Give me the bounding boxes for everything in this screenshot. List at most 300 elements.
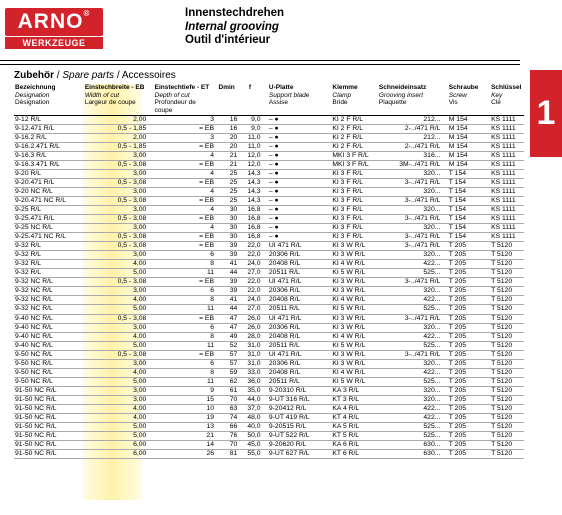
cell-f: 26,0 xyxy=(247,323,261,331)
header-grooving-insert xyxy=(378,84,441,115)
header-support-blade xyxy=(268,84,331,115)
cell-width-of-cut: 2,00 xyxy=(133,115,147,123)
cell-width-of-cut: 0,5 - 3,08 xyxy=(117,314,147,322)
cell-key: T 5120 xyxy=(491,260,513,268)
cell-key: T 5120 xyxy=(491,287,513,295)
table-header xyxy=(14,84,524,115)
cell-key: T 5120 xyxy=(491,278,513,286)
cell-width-of-cut: 0,5 - 3,08 xyxy=(117,278,147,286)
cell-designation: 9-12.471 R/L xyxy=(15,124,55,132)
cell-depth-of-cut: 4 xyxy=(210,205,215,213)
header-key xyxy=(490,84,524,115)
cell-width-of-cut: 5,00 xyxy=(133,377,147,385)
cell-width-of-cut: 6,00 xyxy=(133,450,147,458)
cell-width-of-cut: 5,00 xyxy=(133,269,147,277)
cell-dmin: 25 xyxy=(229,169,238,177)
cell-f: 33,0 xyxy=(247,368,261,376)
cell-grooving-insert: 212... xyxy=(423,133,441,141)
cell-depth-of-cut: = EB xyxy=(199,142,215,150)
section-sep: / xyxy=(54,70,63,81)
cell-depth-of-cut: = EB xyxy=(199,178,215,186)
header-designation-en: Designation xyxy=(15,91,50,99)
table-row xyxy=(14,323,524,332)
cell-screw: T 205 xyxy=(448,251,467,259)
table-row xyxy=(14,151,524,160)
cell-depth-of-cut: = EB xyxy=(199,124,215,132)
cell-clamp: KI 4 W R/L xyxy=(332,368,366,376)
cell-dmin: 62 xyxy=(229,377,238,385)
header-dmin xyxy=(215,84,238,115)
cell-depth-of-cut: 6 xyxy=(210,323,215,331)
table-row xyxy=(14,395,524,404)
cell-depth-of-cut: 10 xyxy=(206,405,215,412)
cell-support-blade: 20511 R/L xyxy=(268,377,300,385)
cell-width-of-cut: 3,00 xyxy=(133,251,147,259)
table-row xyxy=(14,196,524,205)
cell-clamp: KT 4 R/L xyxy=(332,414,360,422)
table-row xyxy=(14,133,524,142)
cell-designation: 9-50 NC R/L xyxy=(15,350,53,358)
cell-designation: 9-40 NC R/L xyxy=(15,314,53,322)
cell-depth-of-cut: 13 xyxy=(206,423,215,431)
cell-designation: 91-50 NC R/L xyxy=(15,441,57,449)
cell-dmin: 74 xyxy=(229,414,238,422)
cell-clamp: KI 3 F R/L xyxy=(332,178,363,186)
cell-clamp: KI 3 W R/L xyxy=(332,359,366,367)
section-fr: Accessoires xyxy=(121,70,176,81)
title-en: Internal grooving xyxy=(185,20,279,33)
cell-grooving-insert: 3M-../471 R/L xyxy=(399,160,441,168)
cell-key: KS 1111 xyxy=(491,169,516,177)
cell-dmin: 70 xyxy=(229,395,238,403)
cell-screw: T 205 xyxy=(448,368,467,376)
cell-dmin: 30 xyxy=(229,233,238,241)
cell-clamp: KI 3 W R/L xyxy=(332,251,366,259)
cell-support-blade: 20408 R/L xyxy=(268,368,301,376)
cell-key: T 5120 xyxy=(491,423,513,431)
cell-clamp: KA 5 R/L xyxy=(332,423,360,431)
cell-depth-of-cut: 8 xyxy=(210,260,215,268)
cell-key: T 5120 xyxy=(491,368,513,376)
cell-designation: 9-16.2.471 R/L xyxy=(15,142,60,150)
cell-support-blade: – ● xyxy=(268,169,279,177)
cell-f: 22,0 xyxy=(247,287,261,295)
header-clamp xyxy=(331,84,378,115)
cell-grooving-insert: 320... xyxy=(423,359,441,367)
cell-depth-of-cut: 14 xyxy=(206,441,215,449)
cell-support-blade: UI 471 R/L xyxy=(268,350,302,358)
header-rule-2 xyxy=(0,64,520,65)
cell-dmin: 41 xyxy=(229,296,238,304)
cell-designation: 9-50 NC R/L xyxy=(15,377,53,385)
cell-depth-of-cut: 11 xyxy=(206,341,215,349)
cell-dmin: 52 xyxy=(229,341,238,349)
cell-width-of-cut: 0,5 - 3,08 xyxy=(117,196,147,204)
cell-key: KS 1111 xyxy=(491,178,516,186)
header-designation-fr: Désignation xyxy=(15,99,50,107)
cell-clamp: KI 4 W R/L xyxy=(332,332,366,340)
header-designation-de: Bezeichnung xyxy=(15,84,56,91)
cell-dmin: 30 xyxy=(229,205,238,213)
cell-support-blade: 9-UT 316 R/L xyxy=(268,395,310,403)
cell-grooving-insert: 630... xyxy=(423,450,441,458)
header-designation xyxy=(14,84,84,115)
title-de: Innenstechdrehen xyxy=(185,7,285,19)
cell-key: KS 1111 xyxy=(491,115,516,123)
cell-dmin: 47 xyxy=(229,323,238,331)
cell-screw: T 154 xyxy=(448,224,467,232)
table-row xyxy=(14,405,524,414)
cell-dmin: 59 xyxy=(229,368,238,376)
cell-dmin: 16 xyxy=(229,124,238,132)
cell-screw: T 154 xyxy=(448,205,467,213)
cell-depth-of-cut: 11 xyxy=(206,269,215,277)
section-heading xyxy=(14,70,176,81)
table-body xyxy=(14,115,524,459)
cell-screw: T 154 xyxy=(448,196,467,204)
cell-clamp: KT 5 R/L xyxy=(332,432,360,440)
cell-key: KS 1111 xyxy=(491,151,516,159)
cell-f: 9,0 xyxy=(251,115,261,123)
header-clamp-de: Klemme xyxy=(332,84,358,91)
cell-clamp: KI 2 F R/L xyxy=(332,124,363,132)
cell-screw: T 205 xyxy=(448,242,467,250)
cell-clamp: KI 3 F R/L xyxy=(332,215,363,223)
cell-designation: 9-50 NC R/L xyxy=(15,368,53,376)
cell-grooving-insert: 320... xyxy=(423,205,441,213)
cell-dmin: 25 xyxy=(229,187,238,195)
table-row xyxy=(14,450,524,459)
cell-width-of-cut: 4,00 xyxy=(133,368,147,376)
cell-designation: 9-16.3.471 R/L xyxy=(15,160,60,168)
cell-f: 45,0 xyxy=(247,441,261,449)
cell-key: KS 1111 xyxy=(491,160,516,168)
cell-support-blade: 9-UT 522 R/L xyxy=(268,432,310,440)
cell-screw: T 154 xyxy=(448,215,467,223)
cell-f: 14,3 xyxy=(247,169,261,177)
cell-support-blade: 9-20515 R/L xyxy=(268,423,307,431)
table-row xyxy=(14,224,524,233)
cell-width-of-cut: 4,00 xyxy=(133,296,147,304)
cell-dmin: 39 xyxy=(229,287,238,295)
cell-designation: 9-40 NC R/L xyxy=(15,323,53,331)
cell-dmin: 20 xyxy=(229,133,238,141)
header-depth-of-cut-fr: Profondeur de coupe xyxy=(154,99,196,114)
cell-designation: 9-32 R/L xyxy=(15,269,42,277)
cell-grooving-insert: 316... xyxy=(423,151,441,159)
cell-key: KS 1111 xyxy=(491,124,516,132)
cell-designation: 91-50 NC R/L xyxy=(15,450,57,458)
cell-width-of-cut: 5,00 xyxy=(133,423,147,431)
cell-f: 16,8 xyxy=(247,205,261,213)
cell-support-blade: 9-20310 R/L xyxy=(268,386,307,394)
cell-support-blade: 9-20412 R/L xyxy=(268,405,307,412)
cell-support-blade: 9-20620 R/L xyxy=(268,441,307,449)
cell-dmin: 30 xyxy=(229,215,238,223)
cell-f: 31,0 xyxy=(247,341,261,349)
header-width-of-cut-de: Einstechbreite - EB xyxy=(84,84,145,91)
cell-key: KS 1111 xyxy=(491,205,516,213)
header-dmin-de: Dmin xyxy=(218,84,235,91)
cell-grooving-insert: 320... xyxy=(423,251,441,259)
cell-clamp: KI 3 F R/L xyxy=(332,187,363,195)
cell-support-blade: 20408 R/L xyxy=(268,332,301,340)
cell-support-blade: – ● xyxy=(268,187,279,195)
cell-width-of-cut: 0,5 - 1,85 xyxy=(117,124,147,132)
cell-depth-of-cut: 4 xyxy=(210,224,215,232)
cell-screw: T 154 xyxy=(448,169,467,177)
cell-support-blade: UI 471 R/L xyxy=(268,314,302,322)
cell-support-blade: – ● xyxy=(268,224,279,232)
cell-key: T 5120 xyxy=(491,251,513,259)
cell-grooving-insert: 525... xyxy=(423,305,441,313)
cell-width-of-cut: 3,00 xyxy=(133,169,147,177)
cell-clamp: KI 2 F R/L xyxy=(332,115,363,123)
cell-f: 12,0 xyxy=(247,151,261,159)
cell-dmin: 39 xyxy=(229,242,238,250)
cell-dmin: 44 xyxy=(229,269,238,277)
cell-key: T 5120 xyxy=(491,441,513,449)
cell-screw: T 205 xyxy=(448,296,467,304)
table-row xyxy=(14,377,524,386)
cell-grooving-insert: 320... xyxy=(423,323,441,331)
cell-grooving-insert: 3-../471 R/L xyxy=(404,278,441,286)
header-support-blade-fr: Assise xyxy=(268,99,289,107)
spare-parts-table xyxy=(14,84,524,459)
cell-f: 11,0 xyxy=(247,142,261,150)
cell-width-of-cut: 3,00 xyxy=(133,187,147,195)
cell-f: 27,0 xyxy=(247,269,261,277)
cell-designation: 9-25 R/L xyxy=(15,205,42,213)
cell-key: T 5120 xyxy=(491,405,513,412)
table-row xyxy=(14,359,524,368)
cell-screw: T 205 xyxy=(448,359,467,367)
cell-screw: T 205 xyxy=(448,269,467,277)
cell-screw: T 205 xyxy=(448,323,467,331)
cell-dmin: 30 xyxy=(229,224,238,232)
header-key-en: Key xyxy=(491,91,503,99)
cell-width-of-cut: 3,00 xyxy=(133,395,147,403)
cell-f: 14,3 xyxy=(247,187,261,195)
table-row xyxy=(14,124,524,133)
cell-grooving-insert: 525... xyxy=(423,341,441,349)
cell-depth-of-cut: 8 xyxy=(210,296,215,304)
cell-key: KS 1111 xyxy=(491,224,516,232)
cell-dmin: 39 xyxy=(229,251,238,259)
cell-designation: 9-32 R/L xyxy=(15,251,42,259)
cell-clamp: KI 3 F R/L xyxy=(332,205,363,213)
cell-width-of-cut: 3,00 xyxy=(133,224,147,232)
cell-support-blade: – ● xyxy=(268,124,279,132)
cell-f: 22,0 xyxy=(247,278,261,286)
cell-f: 37,0 xyxy=(247,405,261,412)
cell-depth-of-cut: 15 xyxy=(206,395,215,403)
header-key-fr: Clé xyxy=(491,99,501,107)
cell-dmin: 81 xyxy=(229,450,238,458)
cell-designation: 9-20.471 R/L xyxy=(15,178,55,186)
header-grooving-insert-fr: Plaquette xyxy=(378,99,407,107)
cell-depth-of-cut: 3 xyxy=(210,133,215,141)
cell-clamp: KI 3 W R/L xyxy=(332,287,366,295)
arno-logo xyxy=(5,8,103,48)
cell-designation: 9-25 NC R/L xyxy=(15,224,53,232)
cell-screw: T 205 xyxy=(448,305,467,313)
cell-f: 40,0 xyxy=(247,423,261,431)
cell-screw: M 154 xyxy=(448,133,468,141)
cell-designation: 9-16.2 R/L xyxy=(15,133,47,141)
cell-dmin: 47 xyxy=(229,314,238,322)
cell-f: 36,0 xyxy=(247,377,261,385)
cell-designation: 91-50 NC R/L xyxy=(15,432,57,440)
cell-key: KS 1111 xyxy=(491,142,516,150)
cell-dmin: 63 xyxy=(229,405,238,412)
cell-depth-of-cut: = EB xyxy=(199,314,215,322)
cell-grooving-insert: 422... xyxy=(423,414,441,422)
cell-clamp: KI 3 F R/L xyxy=(332,169,363,177)
cell-clamp: KI 3 F R/L xyxy=(332,196,363,204)
cell-depth-of-cut: = EB xyxy=(199,350,215,358)
header-screw-de: Schraube xyxy=(448,84,479,91)
cell-f: 27,0 xyxy=(247,305,261,313)
cell-dmin: 61 xyxy=(229,386,238,394)
header-clamp-en: Clamp xyxy=(332,91,352,99)
cell-f: 35,0 xyxy=(247,386,261,394)
table-row xyxy=(14,350,524,359)
header-width-of-cut xyxy=(84,84,147,115)
cell-f: 24,0 xyxy=(247,260,261,268)
cell-clamp: KI 2 F R/L xyxy=(332,133,363,141)
cell-support-blade: 20408 R/L xyxy=(268,296,301,304)
cell-key: T 5120 xyxy=(491,395,513,403)
cell-designation: 91-50 NC R/L xyxy=(15,386,57,394)
cell-depth-of-cut: 6 xyxy=(210,287,215,295)
cell-designation: 91-50 NC R/L xyxy=(15,405,57,412)
cell-depth-of-cut: 4 xyxy=(210,151,215,159)
cell-grooving-insert: 320... xyxy=(423,224,441,232)
cell-depth-of-cut: 11 xyxy=(206,377,215,385)
cell-depth-of-cut: = EB xyxy=(199,233,215,241)
cell-screw: T 205 xyxy=(448,432,467,440)
section-sep: / xyxy=(114,70,122,81)
cell-screw: T 205 xyxy=(448,341,467,349)
header-width-of-cut-fr: Largeur de coupe xyxy=(84,99,136,107)
cell-grooving-insert: 320... xyxy=(423,187,441,195)
cell-screw: T 205 xyxy=(448,350,467,358)
table-row xyxy=(14,432,524,441)
cell-clamp: KI 3 W R/L xyxy=(332,278,366,286)
cell-grooving-insert: 525... xyxy=(423,269,441,277)
cell-depth-of-cut: = EB xyxy=(199,215,215,223)
cell-grooving-insert: 2-../471 R/L xyxy=(404,142,441,150)
header-depth-of-cut-en: Depth of cut xyxy=(154,91,190,99)
cell-dmin: 70 xyxy=(229,441,238,449)
header-screw-en: Screw xyxy=(448,91,467,99)
cell-f: 12,0 xyxy=(247,160,261,168)
cell-screw: T 205 xyxy=(448,287,467,295)
header-f-de: f xyxy=(248,84,251,91)
cell-depth-of-cut: 9 xyxy=(210,386,215,394)
cell-support-blade: 20511 R/L xyxy=(268,341,300,349)
table-row xyxy=(14,423,524,432)
cell-grooving-insert: 3-../471 R/L xyxy=(404,314,441,322)
table-row xyxy=(14,142,524,151)
cell-depth-of-cut: = EB xyxy=(199,278,215,286)
table-row xyxy=(14,178,524,187)
cell-clamp: KI 4 W R/L xyxy=(332,260,366,268)
cell-width-of-cut: 0,5 - 1,85 xyxy=(117,142,147,150)
cell-designation: 9-20.471 NC R/L xyxy=(15,196,67,204)
cell-support-blade: – ● xyxy=(268,233,279,241)
cell-clamp: KI 3 W R/L xyxy=(332,350,366,358)
cell-clamp: KI 3 F R/L xyxy=(332,233,363,241)
cell-dmin: 57 xyxy=(229,359,238,367)
cell-f: 24,0 xyxy=(247,296,261,304)
cell-dmin: 66 xyxy=(229,423,238,431)
header-depth-of-cut-de: Einstechtiefe - ET xyxy=(154,84,210,91)
cell-support-blade: 20306 R/L xyxy=(268,251,301,259)
cell-dmin: 25 xyxy=(229,178,238,186)
table-row xyxy=(14,251,524,260)
table-row xyxy=(14,386,524,395)
cell-screw: T 154 xyxy=(448,233,467,241)
cell-width-of-cut: 3,00 xyxy=(133,151,147,159)
table-row xyxy=(14,314,524,323)
header-screw xyxy=(448,84,490,115)
cell-clamp: KT 6 R/L xyxy=(332,450,360,458)
cell-depth-of-cut: 21 xyxy=(206,432,215,440)
logo-brand: ARNO® xyxy=(5,8,103,36)
cell-depth-of-cut: 8 xyxy=(210,332,215,340)
cell-dmin: 49 xyxy=(229,332,238,340)
cell-f: 14,3 xyxy=(247,178,261,186)
cell-key: T 5120 xyxy=(491,377,513,385)
cell-clamp: MKI 3 F R/L xyxy=(332,160,369,168)
cell-grooving-insert: 320... xyxy=(423,169,441,177)
cell-support-blade: 20306 R/L xyxy=(268,359,301,367)
table-row xyxy=(14,414,524,423)
cell-width-of-cut: 4,00 xyxy=(133,332,147,340)
cell-screw: T 205 xyxy=(448,332,467,340)
cell-key: T 5120 xyxy=(491,350,513,358)
cell-key: KS 1111 xyxy=(491,233,516,241)
cell-depth-of-cut: 8 xyxy=(210,368,215,376)
cell-support-blade: UI 471 R/L xyxy=(268,278,302,286)
cell-width-of-cut: 5,00 xyxy=(133,341,147,349)
cell-grooving-insert: 422... xyxy=(423,405,441,412)
cell-width-of-cut: 3,00 xyxy=(133,205,147,213)
table-row xyxy=(14,233,524,242)
cell-depth-of-cut: 6 xyxy=(210,251,215,259)
cell-clamp: KA 4 R/L xyxy=(332,405,360,412)
cell-support-blade: – ● xyxy=(268,196,279,204)
header-screw-fr: Vis xyxy=(448,99,458,107)
header-rule xyxy=(0,60,520,61)
cell-dmin: 57 xyxy=(229,350,238,358)
cell-width-of-cut: 0,5 - 3,08 xyxy=(117,178,147,186)
logo-subtitle: WERKZEUGE xyxy=(5,36,103,49)
header-key-de: Schlüssel xyxy=(491,84,522,91)
table-row xyxy=(14,296,524,305)
header-width-of-cut-en: Width of cut xyxy=(84,91,120,99)
cell-key: T 5120 xyxy=(491,296,513,304)
cell-designation: 9-20 R/L xyxy=(15,169,42,177)
cell-support-blade: UI 471 R/L xyxy=(268,242,302,250)
cell-key: T 5120 xyxy=(491,341,513,349)
cell-screw: T 205 xyxy=(448,260,467,268)
cell-depth-of-cut: 4 xyxy=(210,187,215,195)
cell-designation: 9-25.471 R/L xyxy=(15,215,55,223)
cell-width-of-cut: 3,00 xyxy=(133,287,147,295)
